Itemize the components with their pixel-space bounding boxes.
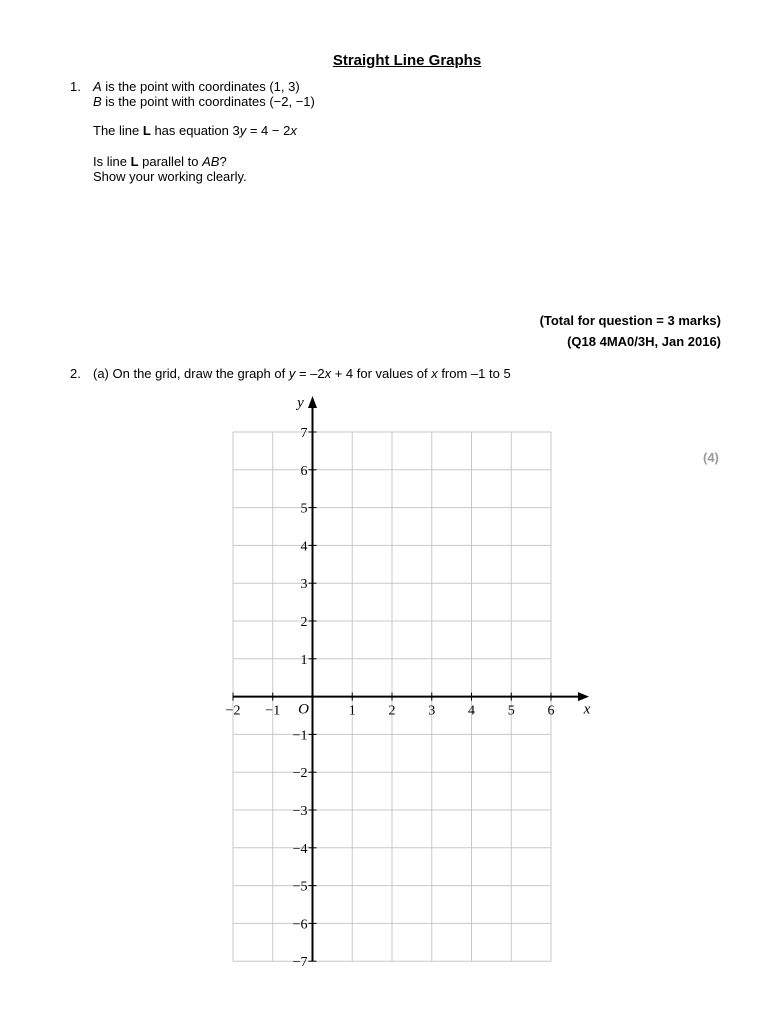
y-tick-label: 6 (300, 463, 308, 479)
y-axis-arrow-icon (308, 396, 317, 408)
page-title: Straight Line Graphs (332, 52, 482, 69)
x-tick-label: 6 (547, 703, 555, 719)
q1-total-marks: (Total for question = 3 marks) (539, 313, 721, 328)
origin-label: O (298, 701, 309, 718)
y-tick-label: 1 (300, 652, 308, 668)
x-axis-label: x (583, 701, 591, 718)
x-tick-label: 3 (428, 703, 436, 719)
q2-part-a: (a) On the grid, draw the graph of y = –2x + 4 for values of x from –1 to 5 (93, 366, 511, 381)
y-tick-label: 5 (300, 501, 308, 517)
y-tick-label: −5 (292, 879, 308, 895)
y-tick-label: −4 (292, 841, 308, 857)
y-tick-label: −6 (292, 917, 308, 933)
q1-number: 1. (70, 79, 81, 94)
y-tick-label: −2 (292, 766, 308, 782)
y-tick-label: 7 (300, 426, 308, 441)
q1-line-equation: The line L has equation 3y = 4 − 2x (93, 123, 297, 138)
x-tick-label: −2 (225, 703, 241, 719)
y-tick-label: 4 (300, 539, 308, 555)
q1-question: Is line L parallel to AB? (93, 154, 227, 169)
x-axis-arrow-icon (578, 692, 589, 701)
y-tick-label: 2 (300, 615, 308, 630)
q1-point-a: A is the point with coordinates (1, 3) (93, 79, 300, 94)
q1-point-b: B is the point with coordinates (−2, −1) (93, 94, 315, 109)
y-tick-label: −1 (292, 728, 308, 744)
y-tick-label: −3 (292, 804, 308, 819)
y-tick-label: −7 (292, 955, 308, 971)
y-axis-label: y (297, 395, 304, 411)
x-tick-label: 4 (468, 703, 475, 719)
x-tick-label: −1 (265, 703, 281, 719)
q2-number: 2. (70, 366, 81, 381)
x-tick-label: 1 (348, 703, 356, 719)
q1-instruction: Show your working clearly. (93, 169, 247, 184)
x-tick-label: 5 (507, 703, 515, 719)
q2-marks: (4) (703, 450, 719, 465)
x-tick-label: 2 (388, 703, 396, 719)
q1-source: (Q18 4MA0/3H, Jan 2016) (567, 334, 721, 349)
y-tick-label: 3 (300, 577, 308, 593)
